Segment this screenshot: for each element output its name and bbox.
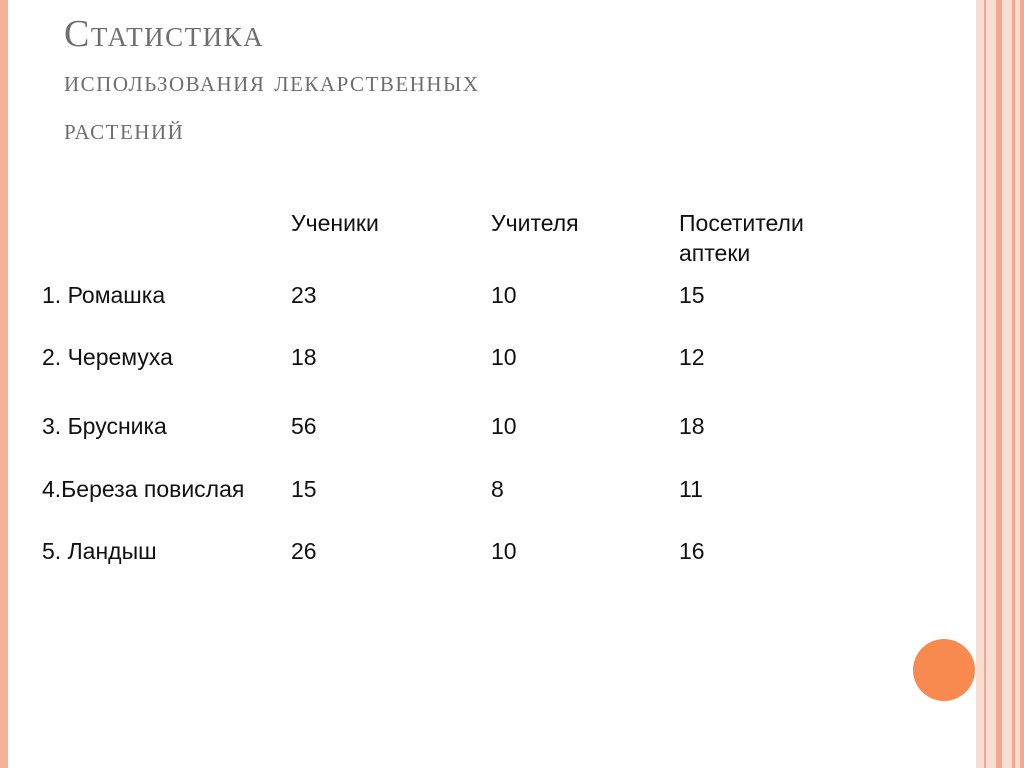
table-cell: 18 [291,344,317,370]
table-cell: 26 [291,538,317,564]
column-header-teachers: Учителя [491,210,579,236]
table-cell: 16 [679,538,705,564]
column-header-students: Ученики [291,210,379,236]
table-cell: 15 [679,282,705,308]
table-cell: 23 [291,282,317,308]
table-cell: 10 [491,344,517,370]
row-label: 3. Брусника [42,413,167,439]
table-cell: 56 [291,413,317,439]
frame-stripe [996,0,1002,768]
table-cell: 8 [491,476,504,502]
column-header-pharmacy-visitors: Посетители аптеки [679,210,804,266]
frame-stripe [984,0,986,768]
table-cell: 15 [291,476,317,502]
title-line-1: Статистика [64,13,265,55]
table-cell: 11 [679,476,703,502]
row-label: 1. Ромашка [42,282,166,308]
left-frame-border [0,0,8,768]
table-cell: 10 [491,413,517,439]
title-line-2: использования лекарственных [64,65,480,98]
right-frame-decoration [976,0,1024,768]
table-cell: 18 [679,413,705,439]
row-label: 4.Береза повислая [42,476,245,502]
frame-stripe [1012,0,1015,768]
decorative-circle [913,639,975,701]
table-cell: 10 [491,282,517,308]
table-cell: 10 [491,538,517,564]
slide-title [64,10,944,154]
table-cell: 12 [679,344,705,370]
row-label: 5. Ландыш [42,538,157,564]
title-line-3: растений [64,113,185,146]
frame-stripe [1020,0,1024,768]
row-label: 2. Черемуха [42,344,173,370]
